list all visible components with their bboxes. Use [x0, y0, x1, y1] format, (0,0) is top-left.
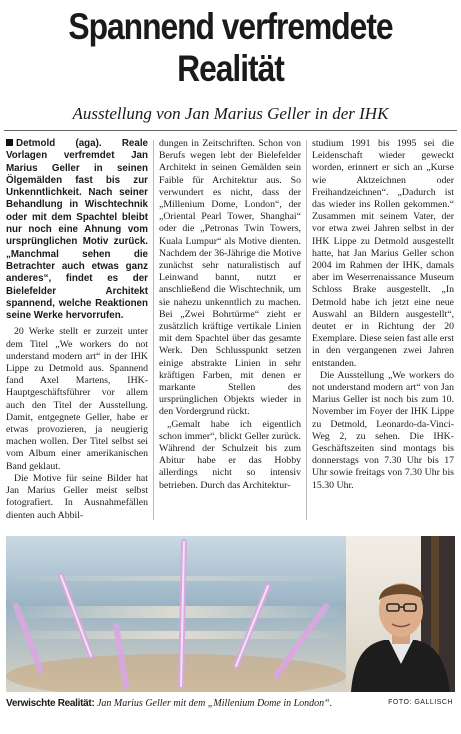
headline-line-2: Realität	[177, 48, 284, 89]
column-divider	[306, 140, 307, 520]
lead-paragraph	[6, 138, 148, 322]
subheadline: Ausstellung von Jan Marius Geller in der IHK	[72, 104, 389, 123]
column-1	[6, 138, 148, 530]
caption-label: Verwischte Realität:	[6, 698, 95, 709]
headline-line-1: Spannend verfremdete	[68, 6, 393, 47]
body-paragraph: Die Motive für seine Bilder hat Jan Marius Geller meist selbst fotografiert. In Ausnahmefällen dienten auch Abbil-	[6, 472, 148, 521]
body-paragraph: dungen in Zeitschriften. Schon von Berufs wegen lebt der Bielefelder Architekt in seinen Gemälden sein Faible für Architektur aus. So verwundert es nicht, dass der „Millenium Dome, London“, der „Oriental Pearl Tower, Shanghai“ oder die „Petronas Twin Towers, Kuala Lumpur“ als Motive dienten. Nachdem der 36-Jährige die Motive zunächst sehr naturalistisch auf Leinwand bannt, nutzt er anschließend die Wischtechnik, um sie nahezu unkenntlich zu machen. Bei „Zwei Bohrtürme“ zieht er zusätzlich kräftige vertikale Linien mit dem Spachtel über das gesamte Werk. Den Schlusspunkt setzen einige abstrakte Linien in sehr kräftigen Farben, mit denen er markante Stellen des ursprünglichen Objekts wieder in den Vordergrund rückt.	[159, 138, 301, 418]
body-paragraph: 20 Werke stellt er zurzeit unter dem Titel „We workers do not understand modern art“ in der IHK Lippe zu Detmold aus. Spannend fand Axel Martens, IHK-Hauptgeschäftsführer vor allem auch den Titel der Ausstellung. Damit, entgegnete Geller, habe er etwas provozieren, ja neugierig machen wollen. Der Titel selbst sei vom Album einer amerikanischen Band geklaut.	[6, 326, 148, 472]
body-paragraph: „Gemalt habe ich eigentlich schon immer“, blickt Geller zurück. Während der Schulzeit bis zum Abitur habe er das Hobby allerdings nicht so intensiv betrieben. Durch das Architektur-	[159, 418, 301, 491]
divider	[4, 130, 457, 131]
column-divider	[153, 140, 154, 520]
painting-and-portrait-image	[6, 536, 455, 692]
column-2	[159, 138, 301, 530]
square-bullet-icon	[6, 139, 13, 146]
lead-text: Detmold (aga). Reale Vorlagen verfremdet Jan Marius Geller in seinen Ölgemälden fast bis zur Unkenntlichkeit. Nach seiner Behandlung in Wischtechnik oder mit dem Spachtel bleibt nur noch eine Ahnung vom ursprünglichen Motiv zurück. „Manchmal sehen die Betrachter auch etwas ganz anderes“, findet es der Bielefelder Architekt spannend, welche Reaktionen seine Werke hervorrufen.	[6, 138, 148, 322]
article-photo	[6, 536, 455, 692]
caption-text: Jan Marius Geller mit dem „Millenium Dome in London“.	[96, 698, 333, 709]
body-paragraph: Die Ausstellung „We workers do not understand modern art“ von Jan Marius Geller ist noch bis zum 10. November im Foyer der IHK Lippe zu Detmold, Leonardo-da-Vinci-Weg 2, zu sehen. Die IHK-Geschäftszeiten sind montags bis donnerstags von 7.30 Uhr bis 17 Uhr sowie freitags von 7.30 Uhr bis 15.30 Uhr.	[312, 369, 454, 491]
column-3	[312, 138, 454, 530]
photo-credit: FOTO: GALLISCH	[388, 699, 453, 706]
headline	[32, 6, 428, 90]
body-paragraph: studium 1991 bis 1995 sei die Leidenschaft wieder geweckt worden, erinnert er sich an „Kurse wie Aktzeichnen oder Freihandzeichnen“. „Dadurch ist das wieder ins Rollen gekommen.“ Zusammen mit seinem Vater, der vor etwa zwei Jahren selbst in der IHK Lippe zu Detmold ausgestellt hatte, hat Jan Marius Geller schon 2004 im Rahmen der IHK, damals aber im Weserrenaissance Museum Schloss Brake ausgestellt. „In Detmold habe ich jetzt eine neue Auswahl an Bildern ausgestellt“, deutet er in Richtung der 20 Exemplare. Diese seien fast alle erst in den vergangenen zwei Jahren entstanden.	[312, 138, 454, 369]
